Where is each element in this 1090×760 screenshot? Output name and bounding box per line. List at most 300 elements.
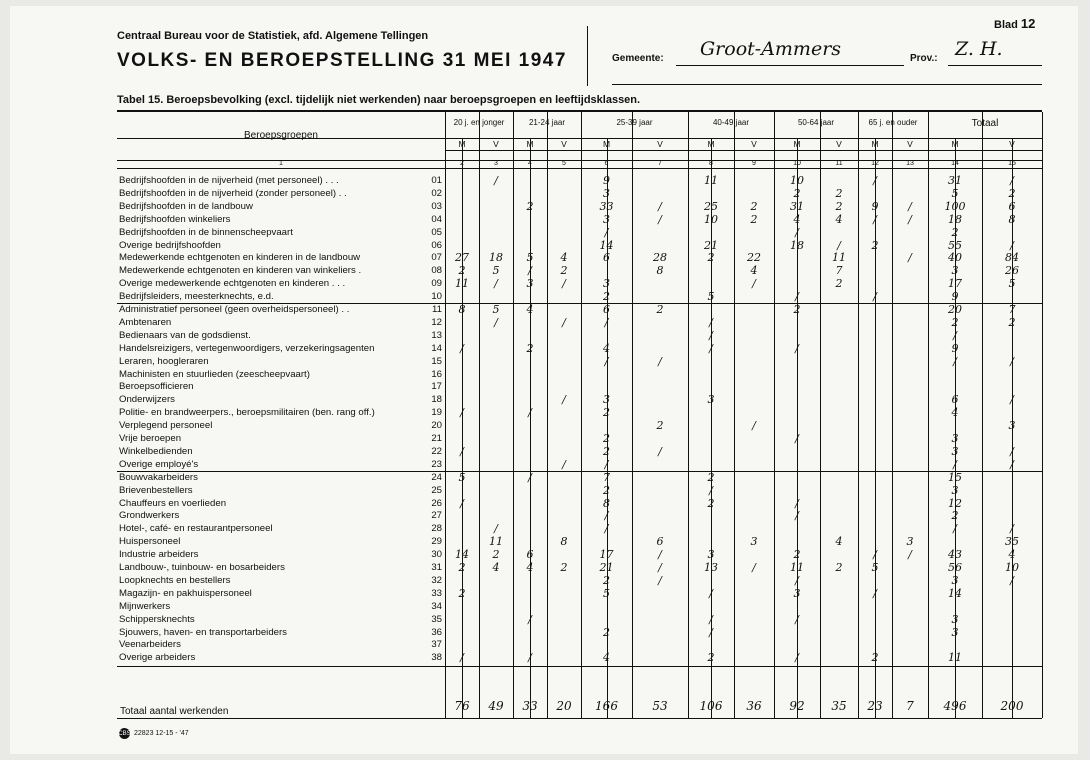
column-number: 2	[460, 160, 464, 167]
table-cell: 4	[793, 212, 801, 226]
table-cell: 4	[750, 264, 758, 278]
row-label: Bedrijfshoofden winkeliers	[119, 213, 231, 225]
row-label: Bedrijfshoofden in de binnenscheepvaart	[119, 226, 293, 238]
table-cell: 5	[526, 251, 534, 265]
table-cell: 25	[704, 199, 718, 213]
row-label: Administratief personeel (geen overheidspersoneel) . .	[119, 304, 350, 315]
table-cell: /	[795, 496, 799, 510]
table-cell: 35	[1005, 535, 1019, 549]
table-cell: 2	[835, 277, 843, 291]
table-cell: 18	[489, 251, 503, 265]
row-code: 03	[431, 200, 442, 212]
header-divider	[587, 26, 588, 86]
table-cell: /	[1010, 354, 1014, 368]
total-cell: 36	[746, 699, 762, 713]
table-cell: 4	[603, 341, 610, 355]
table-cell: /	[1010, 238, 1014, 252]
table-cell: 2	[835, 199, 843, 213]
row-code: 38	[431, 652, 442, 664]
column-number: 15	[1008, 160, 1016, 167]
table-cell: 2	[707, 651, 715, 665]
table-cell: 6	[526, 548, 534, 562]
row-label: Grondwerkers	[119, 510, 180, 522]
row-label: Bedrijfshoofden in de nijverheid (met personeel) . . .	[119, 175, 339, 186]
table-cell: 55	[948, 238, 962, 252]
table-cell: /	[604, 354, 609, 368]
table-cell: 9	[951, 290, 959, 304]
row-code: 18	[431, 394, 442, 406]
table-cell: 3	[1008, 419, 1016, 433]
column-number: 12	[871, 160, 879, 167]
table-cell: 17	[599, 548, 614, 562]
census-title: VOLKS- EN BEROEPSTELLING 31 MEI 1947	[117, 50, 567, 71]
header-left	[117, 30, 567, 72]
prov-label: Prov.:	[910, 53, 938, 64]
table-cell: 5	[871, 561, 879, 574]
table-cell: 15	[948, 470, 962, 484]
table-cell: 11	[948, 651, 962, 665]
row-code: 20	[431, 420, 442, 432]
table-cell: /	[658, 548, 662, 562]
row-code: 16	[431, 368, 442, 380]
row-code: 31	[431, 562, 442, 573]
age-group-header: 65 j. en ouder	[868, 118, 918, 127]
table-cell: 7	[835, 264, 843, 278]
row-label: Veenarbeiders	[119, 639, 181, 651]
table-cell: 3	[951, 625, 959, 639]
table-cell: 3	[951, 264, 959, 278]
row-code: 25	[431, 484, 442, 496]
column-rule	[547, 112, 548, 718]
age-group-header: 20 j. en jonger	[453, 118, 505, 127]
row-code: 01	[431, 175, 442, 186]
table-cell: 3	[603, 393, 610, 407]
table-caption: Tabel 15. Beroepsbevolking (excl. tijdelijk niet werkenden) naar beroepsgroepen en leeftijdsklassen.	[117, 94, 641, 106]
table-cell: /	[460, 444, 464, 458]
sex-label-v: V	[907, 139, 913, 149]
row-code: 27	[431, 510, 442, 522]
column-number: 3	[494, 160, 498, 167]
row-label: Bedrijfsleiders, meesterknechts, e.d.	[119, 291, 274, 303]
table-cell: 7	[1008, 303, 1016, 316]
row-label: Bedrijfshoofden in de nijverheid (zonder personeel) . .	[119, 187, 347, 199]
gemeente-underline	[676, 65, 904, 66]
table-cell: 4	[951, 406, 959, 420]
table-cell: 2	[656, 419, 664, 433]
mv-rule	[530, 138, 531, 718]
table-cell: 5	[492, 303, 500, 316]
table-cell: /	[658, 561, 662, 574]
table-cell: 3	[603, 212, 610, 226]
total-cell: 49	[488, 699, 504, 713]
table-cell: /	[873, 290, 877, 304]
total-cell: 200	[1000, 699, 1024, 713]
table-cell: 3	[603, 277, 610, 291]
age-group-header: 40-49 jaar	[712, 118, 750, 127]
table-cell: /	[908, 212, 912, 226]
sex-label-v: V	[1009, 139, 1015, 149]
row-label: Bouwvakarbeiders	[119, 471, 198, 483]
blad-number: 12	[1020, 16, 1036, 31]
table-cell: /	[795, 225, 799, 239]
row-label: Chauffeurs en voerlieden	[119, 497, 227, 509]
row-label: Politie- en brandweerpers., beroepsmilitairen (ben. rang off.)	[119, 407, 375, 419]
table-cell: /	[795, 573, 799, 587]
table-cell: 11	[455, 277, 469, 291]
header-underline	[612, 84, 1042, 85]
table-cell: /	[795, 651, 799, 665]
table-cell: /	[709, 625, 713, 639]
total-cell: 166	[595, 699, 618, 713]
row-label: Verplegend personeel	[119, 420, 213, 432]
total-cell: 53	[652, 699, 668, 713]
table-cell: 2	[603, 625, 610, 639]
table-cell: 20	[948, 303, 962, 316]
row-code: 28	[431, 523, 442, 535]
table-cell: 2	[707, 251, 715, 265]
row-label: Sjouwers, haven- en transportarbeiders	[119, 626, 287, 638]
table-cell: /	[752, 419, 756, 433]
table-cell: /	[873, 548, 877, 562]
table-cell: /	[795, 432, 799, 445]
table-cell: /	[1010, 174, 1014, 187]
mv-rule	[462, 138, 463, 718]
row-label: Beroepsofficieren	[119, 381, 194, 393]
total-cell: 33	[522, 699, 538, 713]
table-cell: 33	[599, 199, 614, 213]
row-label: Loopknechts en bestellers	[119, 574, 231, 586]
row-label: Schippersknechts	[119, 613, 195, 625]
table-cell: 2	[793, 303, 801, 316]
table-cell: 2	[603, 432, 610, 445]
table-cell: /	[528, 612, 532, 626]
row-code: 04	[431, 213, 442, 225]
table-cell: 2	[750, 212, 758, 226]
table-cell: /	[752, 561, 756, 574]
table-cell: 2	[951, 315, 959, 329]
table-cell: 22	[747, 251, 761, 265]
table-cell: 14	[948, 586, 962, 600]
table-cell: /	[873, 212, 877, 226]
table-cell: 2	[560, 264, 568, 278]
age-group-header: 21-24 jaar	[528, 118, 566, 127]
row-label: Bedrijfshoofden in de landbouw	[119, 200, 253, 212]
table-cell: /	[873, 586, 877, 600]
table-cell: /	[658, 354, 662, 368]
table-cell: /	[795, 612, 799, 626]
table-cell: 3	[906, 535, 914, 549]
sex-label-v: V	[493, 139, 499, 149]
table-cell: 2	[707, 470, 715, 484]
sex-label-m: M	[871, 139, 879, 149]
table-cell: 27	[455, 251, 469, 265]
table-cell: /	[528, 406, 532, 420]
table-cell: /	[908, 199, 912, 213]
table-cell: 2	[750, 199, 758, 213]
table-cell: 6	[656, 535, 664, 549]
sex-label-m: M	[458, 139, 466, 149]
table-cell: /	[1010, 393, 1014, 407]
table-cell: 31	[790, 199, 804, 213]
table-cell: /	[460, 651, 464, 665]
table-cell: 21	[599, 561, 614, 574]
table-cell: 8	[1008, 212, 1016, 226]
table-cell: /	[658, 444, 662, 458]
table-cell: 2	[603, 290, 610, 304]
row-code: 14	[431, 342, 442, 354]
table-cell: /	[658, 212, 662, 226]
row-code: 32	[431, 574, 442, 586]
table-cell: 5	[951, 186, 959, 200]
age-group-header: 25-39 jaar	[616, 118, 653, 127]
row-code: 13	[431, 329, 442, 341]
row-label: Industrie arbeiders	[119, 549, 199, 561]
total-cell: 20	[556, 699, 572, 713]
sex-label-v: V	[657, 139, 663, 149]
table-cell: 6	[1008, 199, 1016, 213]
row-code: 07	[431, 252, 442, 264]
table-cell: 2	[871, 238, 879, 252]
gemeente-value: Groot-Ammers	[700, 38, 842, 60]
row-code: 02	[431, 187, 442, 199]
row-code: 36	[431, 626, 442, 638]
table-cell: /	[873, 174, 877, 187]
column-number: 5	[562, 160, 566, 167]
table-cell: 12	[948, 496, 962, 510]
table-cell: 5	[458, 470, 466, 484]
table-cell: 11	[790, 561, 804, 574]
column-number: 13	[906, 160, 914, 167]
table-cell: 2	[492, 548, 500, 562]
table-cell: 3	[707, 393, 715, 407]
blad-label	[994, 16, 1035, 31]
table-cell: 3	[603, 186, 610, 200]
total-cell: 35	[831, 699, 847, 713]
table-cell: 18	[790, 238, 804, 252]
table-cell: /	[709, 612, 713, 626]
table-cell: 4	[492, 561, 500, 574]
table-cell: 2	[526, 341, 534, 355]
table-cell: 14	[455, 548, 469, 562]
table-cell: /	[604, 315, 609, 329]
column-number: 6	[604, 160, 609, 167]
gemeente-label: Gemeente:	[612, 53, 664, 64]
row-code: 15	[431, 355, 442, 367]
row-label: Hotel-, café- en restaurantpersoneel	[119, 523, 273, 535]
table-cell: 6	[603, 251, 610, 265]
table-cell: 4	[603, 651, 610, 665]
row-code: 05	[431, 226, 442, 238]
sex-label-m: M	[707, 139, 715, 149]
column-number: 4	[528, 160, 532, 167]
row-label: Overige employé's	[119, 458, 199, 470]
table-cell: 3	[951, 432, 959, 445]
total-label: Totaal aantal werkenden	[120, 706, 229, 717]
table-cell: /	[658, 199, 662, 213]
table-cell: 43	[948, 548, 962, 562]
table-bottom-rule	[117, 666, 1042, 667]
table-cell: 4	[1008, 548, 1016, 562]
row-label: Vrije beroepen	[119, 433, 182, 444]
total-cell: 92	[789, 699, 805, 713]
table-cell: /	[460, 341, 464, 355]
column-number: 10	[793, 160, 801, 167]
table-cell: 5	[707, 290, 715, 304]
table-cell: 2	[603, 573, 610, 587]
table-cell: 56	[948, 561, 962, 574]
table-cell: 8	[603, 496, 610, 510]
table-cell: 26	[1005, 264, 1019, 278]
table-cell: 2	[560, 561, 568, 574]
row-code: 34	[431, 600, 442, 612]
sex-label-m: M	[951, 139, 959, 149]
table-cell: /	[494, 174, 498, 187]
row-code: 23	[431, 458, 442, 470]
prov-underline	[948, 65, 1042, 66]
blad-word: Blad	[994, 19, 1018, 31]
row-code: 06	[431, 239, 442, 251]
row-label: Ambtenaren	[119, 316, 172, 328]
header-rule	[445, 150, 1042, 151]
table-cell: 5	[1008, 277, 1016, 291]
table-cell: /	[604, 509, 609, 523]
column-number: 11	[835, 160, 843, 167]
table-cell: /	[460, 406, 464, 420]
table-cell: 3	[951, 612, 959, 626]
table-cell: /	[528, 470, 532, 484]
row-label: Winkelbedienden	[119, 445, 193, 457]
table-cell: /	[908, 251, 912, 265]
table-cell: 13	[704, 561, 718, 574]
table-cell: 2	[458, 561, 466, 574]
table-cell: 3	[951, 444, 959, 458]
row-code: 35	[431, 613, 442, 625]
table-cell: 100	[944, 199, 966, 213]
table-cell: 2	[603, 406, 610, 420]
table-cell: /	[604, 457, 609, 471]
table-cell: 2	[871, 651, 879, 665]
table-cell: 2	[603, 444, 610, 458]
table-cell: 3	[951, 483, 959, 497]
row-label: Medewerkende echtgenoten en kinderen van winkeliers .	[119, 265, 362, 277]
row-code: 29	[431, 536, 442, 548]
row-code: 37	[431, 639, 442, 651]
row-label: Onderwijzers	[119, 394, 175, 406]
table-cell: 10	[704, 212, 718, 226]
table-cell: 4	[835, 212, 843, 226]
row-code: 33	[431, 587, 442, 599]
table-cell: 2	[951, 509, 959, 523]
table-cell: /	[709, 586, 713, 600]
table-cell: /	[953, 354, 957, 368]
row-label: Magazijn- en pakhuispersoneel	[119, 587, 252, 599]
total-cell: 106	[699, 699, 723, 713]
table-cell: 9	[603, 174, 610, 187]
table-cell: /	[562, 277, 566, 291]
row-code: 17	[431, 381, 442, 393]
table-cell: /	[795, 290, 799, 304]
table-cell: 3	[793, 586, 801, 600]
table-cell: 8	[458, 303, 466, 316]
sex-label-v: V	[561, 139, 567, 149]
table-cell: /	[837, 238, 841, 252]
table-cell: 21	[704, 238, 718, 252]
table-cell: /	[604, 522, 609, 536]
row-code: 12	[431, 316, 442, 328]
row-label: Overige bedrijfshoofden	[119, 239, 221, 251]
row-label: Machinisten en stuurlieden (zeescheepvaart)	[119, 368, 310, 380]
row-label: Landbouw-, tuinbouw- en bosarbeiders	[119, 562, 285, 573]
table-cell: 9	[871, 199, 879, 213]
row-label: Bedienaars van de godsdienst.	[119, 329, 251, 341]
row-label: Handelsreizigers, vertegenwoordigers, verzekeringsagenten	[119, 342, 375, 354]
table-cell: 2	[707, 496, 715, 510]
row-label: Huispersoneel	[119, 536, 181, 548]
age-group-header: Totaal	[971, 118, 999, 129]
table-cell: /	[709, 315, 713, 329]
table-top-rule	[117, 110, 1042, 112]
table-cell: 28	[653, 251, 667, 265]
table-cell: /	[1010, 457, 1014, 471]
table-cell: 40	[948, 251, 962, 265]
table-cell: 7	[603, 470, 610, 484]
column-number: 7	[658, 160, 662, 167]
groups-header: Beroepsgroepen	[244, 130, 318, 141]
table-cell: /	[460, 496, 464, 510]
table-cell: /	[709, 328, 713, 342]
row-code: 10	[431, 291, 442, 303]
table-cell: 5	[492, 264, 500, 278]
table-cell: 6	[603, 303, 610, 316]
row-code: 26	[431, 497, 442, 509]
table-cell: 8	[656, 264, 664, 278]
sex-label-m: M	[602, 139, 611, 149]
table-cell: /	[562, 393, 566, 407]
table-cell: 10	[790, 174, 804, 187]
row-label: Brievenbestellers	[119, 484, 193, 496]
table-cell: 2	[835, 561, 843, 574]
table-cell: /	[562, 315, 566, 329]
row-code: 30	[431, 549, 442, 561]
table-cell: /	[1010, 444, 1014, 458]
row-code: 08	[431, 265, 442, 277]
column-rule	[1042, 112, 1043, 718]
row-code: 24	[431, 471, 442, 483]
print-code: 22823 12-15 - '47	[134, 730, 189, 737]
row-label: Leraren, hoogleraren	[119, 355, 209, 367]
table-cell: 11	[704, 174, 718, 187]
age-group-header: 50-64 jaar	[797, 118, 835, 127]
row-code: 21	[431, 433, 442, 444]
table-cell: 5	[603, 586, 610, 600]
table-cell: 2	[458, 586, 466, 600]
prov-value: Z. H.	[955, 38, 1003, 60]
table-cell: 3	[526, 277, 534, 291]
table-cell: 3	[951, 573, 959, 587]
table-cell: 2	[1008, 186, 1016, 200]
table-cell: 4	[526, 303, 534, 316]
table-cell: /	[752, 277, 756, 291]
table-cell: /	[795, 341, 799, 355]
table-cell: 18	[948, 212, 962, 226]
sex-label-v: V	[751, 139, 757, 149]
table-cell: /	[528, 264, 532, 278]
table-cell: 4	[560, 251, 568, 265]
table-cell: /	[908, 548, 912, 562]
table-cell: 9	[951, 341, 959, 355]
table-cell: /	[1010, 522, 1014, 536]
table-cell: 2	[835, 186, 843, 200]
